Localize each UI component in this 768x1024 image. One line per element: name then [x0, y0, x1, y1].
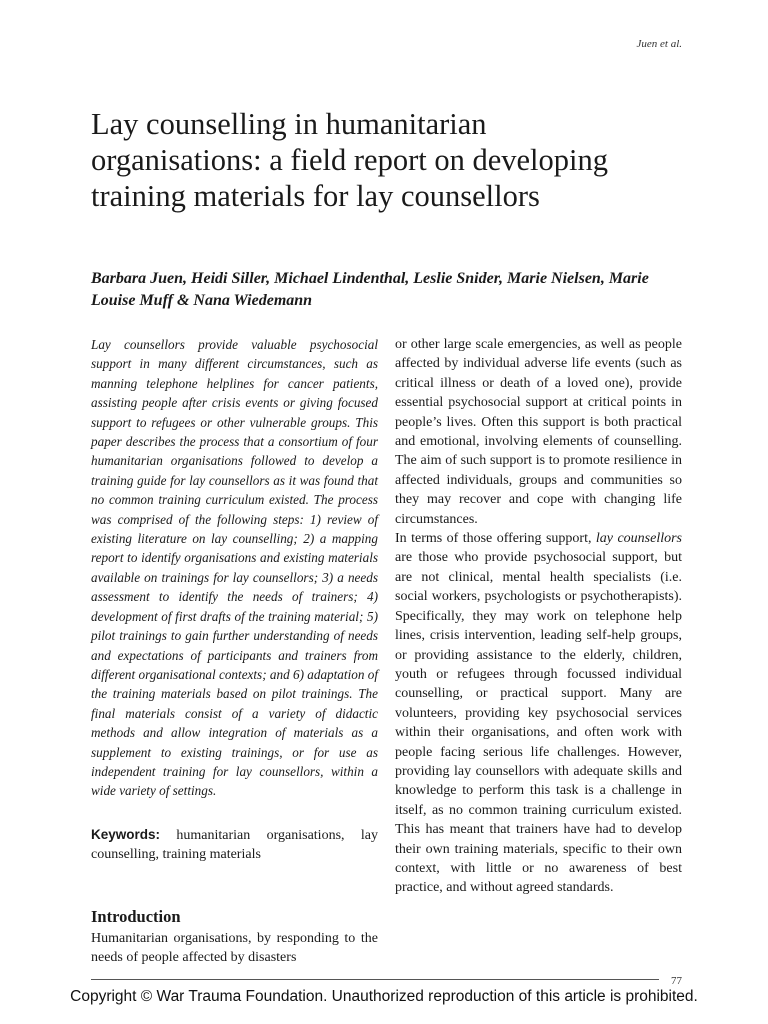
para2-rest: are those who provide psychosocial support, but are not clinical, mental health specialists (i.e. social workers, psychologists or psychotherapists). Specifically, they may work on telephone help lines, crisis intervention, leading self-help groups, or providing assistance to the elderly, children, youth or refugees through focussed individual counselling, or practical support. Many are volunteers, providing key psychosocial services within their organisations, and often work with people facing serious life challenges. However, providing lay counsellors with adequate skills and knowledge to perform this task is a challenge in itself, as no common training curriculum existed. This has meant that trainers have had to develop their own training materials, specific to their own context, with little or no awareness of best practice, and without agreed standards. [395, 550, 682, 896]
author-list: Barbara Juen, Heidi Siller, Michael Lindenthal, Leslie Snider, Marie Nielsen, Marie Louise Muff & Nana Wiedemann [91, 270, 649, 309]
para2-start: In terms of those offering support, [395, 531, 596, 547]
introduction-paragraph-1: or other large scale emergencies, as well as people affected by individual adverse life events (such as critical illness or death of a loved one), provide essential psychosocial support at critical points in people’s lives. Often this support is both practical and emotional, involving elements of counselling. The aim of such support is to promote resilience in affected individuals, groups and communities so they may recover and cope with changing life circumstances. [395, 337, 682, 527]
copyright-notice: Copyright © War Trauma Foundation. Unauthorized reproduction of this article is prohibited. [70, 988, 698, 1005]
running-head: Juen et al. [636, 38, 682, 50]
term-lay-counsellors: lay counsellors [595, 531, 682, 547]
article-title: Lay counselling in humanitarian organisations: a field report on developing training materials for lay counsellors [91, 107, 608, 213]
keywords-label: Keywords: [91, 826, 161, 842]
introduction-paragraph-2 [395, 529, 682, 898]
keywords-text: humanitarian organisations, lay counselling, training materials [91, 827, 378, 863]
section-heading-introduction: Introduction [91, 906, 181, 926]
page-number: 77 [671, 975, 682, 987]
footer-divider [91, 979, 659, 980]
keywords [91, 825, 378, 865]
right-column [395, 335, 682, 898]
left-column [91, 335, 378, 967]
introduction-paragraph-start: Humanitarian organisations, by responding to the needs of people affected by disasters [91, 930, 378, 965]
abstract: Lay counsellors provide valuable psychosocial support in many different circumstances, such as manning telephone helplines for cancer patients, assisting people after crisis events or giving focused support to refugees or other vulnerable groups. This paper describes the process that a consortium of four humanitarian organisations followed to develop a training guide for lay counsellors as it was found that no common training curriculum existed. The process was comprised of the following steps: 1) review of existing literature on lay counselling; 2) a mapping report to identify organisations and existing materials available on trainings for lay counsellors; 3) a needs assessment to identify the needs of trainers; 4) development of first drafts of the training material; 5) pilot trainings to gain further understanding of needs and expectations of participants and trainers from different organisational contexts; and 6) adaptation of the training materials based on pilot trainings. The final materials consist of a variety of didactic methods and allow integration of materials as a supplement to existing trainings, or for use as independent training for lay counsellors, within a wide variety of settings. [91, 337, 378, 799]
